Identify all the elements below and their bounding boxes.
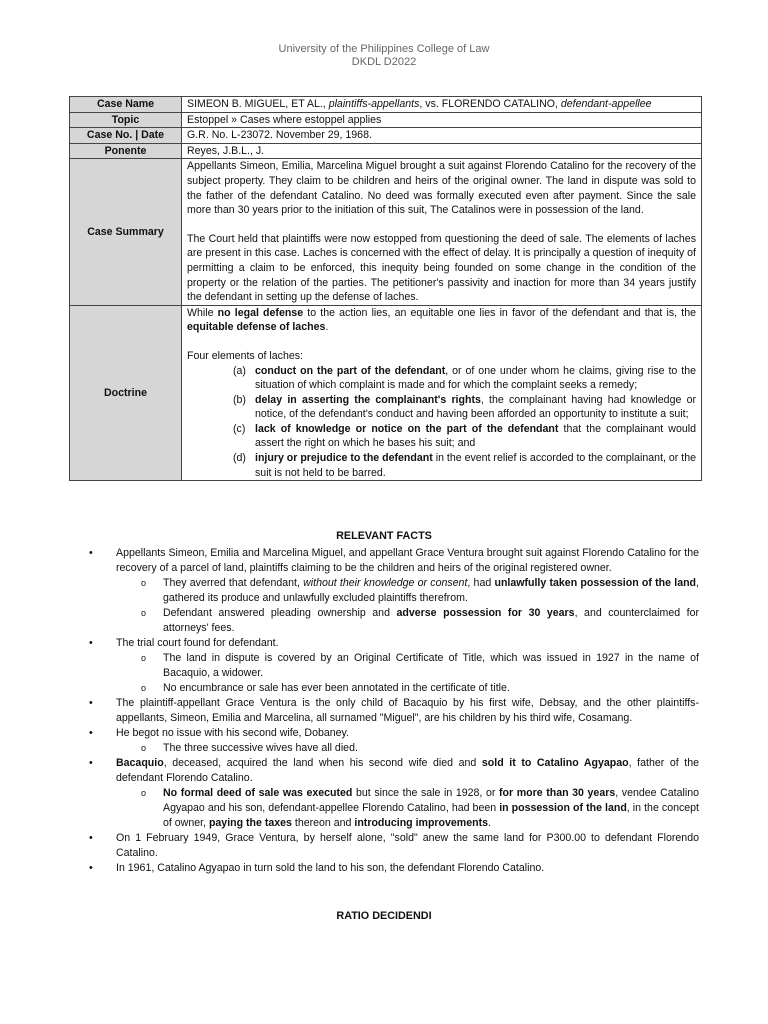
fact-item: • Appellants Simeon, Emilia and Marcelina Miguel, and appellant Grace Ventura brought suit against Florendo Catalino for the recovery of a parcel of land, plaintiffs claiming to be the children and heirs of the original registered owner. o They averred that defendant, without their knowledge or consent, had unlawfully taken possession of the land, gathered its produce and unlawfully excluded plaintiffs therefrom. o Defendant answered pleading ownership and adverse possession for 30 years, and counterclaimed for attorneys' fees.: [89, 547, 699, 634]
doctrine-intro: While no legal defense to the action lies, an equitable one lies in favor of the defendant and that is, the equitable defense of laches.: [187, 306, 697, 334]
doctrine-label: Doctrine: [70, 305, 182, 481]
case-name-label: Case Name: [70, 97, 182, 113]
fact-subitems: [116, 786, 699, 831]
fact-item: • In 1961, Catalino Agyapao in turn sold the land to his son, the defendant Florendo Catalino.: [89, 862, 545, 874]
relevant-facts-heading: RELEVANT FACTS: [336, 530, 432, 542]
row-ponente: [70, 143, 702, 159]
fact-subitems: [116, 651, 699, 696]
fact-subitem: o No encumbrance or sale has ever been annotated in the certificate of title.: [141, 682, 510, 694]
fact-subitems: [116, 576, 699, 636]
fact-item: • Bacaquio, deceased, acquired the land when his second wife died and sold it to Catalino Agyapao, father of the defendant Florendo Catalino. o No formal deed of sale was executed but since the sale in 1928, or for more than 30 years, vendee Catalino Agyapao and his son, defendant-appellee Florendo Catalino, had been in possession of the land, in the concept of owner, paying the taxes thereon and introducing improvements.: [89, 757, 699, 829]
relevant-facts-list: [89, 546, 699, 876]
row-topic: [70, 112, 702, 128]
laches-elements-list: [187, 364, 696, 481]
header-institution: University of the Philippines College of Law: [278, 43, 490, 55]
case-summary-label: Case Summary: [70, 159, 182, 305]
case-summary-value: [182, 159, 702, 305]
summary-paragraph-2: The Court held that plaintiffs were now estopped from questioning the deed of sale. The elements of laches are present in this case. Laches is concerned with the effect of delay. It is principally a question of inequity of permitting a claim to be enforced, this inequity being founded on some change in the condition of the property or the relation of the parties. The petitioner's passivity and inaction for more than 34 years justify the defendant in setting up the defense of laches.: [187, 232, 696, 304]
ponente-label: Ponente: [70, 143, 182, 159]
fact-subitem: o No formal deed of sale was executed but since the sale in 1928, or for more than 30 years, vendee Catalino Agyapao and his son, defendant-appellee Florendo Catalino, had been in possession of the land, in the concept of owner, paying the taxes thereon and introducing improvements.: [141, 787, 699, 829]
case-name-value: SIMEON B. MIGUEL, ET AL., plaintiffs-appellants, vs. FLORENDO CATALINO, defendant-appellee: [182, 97, 702, 113]
fact-subitem: o They averred that defendant, without their knowledge or consent, had unlawfully taken possession of the land, gathered its produce and unlawfully excluded plaintiffs therefrom.: [141, 577, 699, 604]
ponente-value: Reyes, J.B.L., J.: [182, 143, 702, 159]
topic-label: Topic: [70, 112, 182, 128]
elements-title: Four elements of laches:: [187, 349, 303, 362]
fact-subitem: o Defendant answered pleading ownership and adverse possession for 30 years, and counterclaimed for attorneys' fees.: [141, 607, 699, 634]
fact-item: • The trial court found for defendant. o The land in dispute is covered by an Original Certificate of Title, which was issued in 1927 in the name of Bacaquio, a widower. o No encumbrance or sale has ever been annotated in the certificate of title.: [89, 637, 699, 694]
fact-item: • He begot no issue with his second wife, Dobaney. o The three successive wives have all died.: [89, 726, 699, 756]
ratio-decidendi-heading: RATIO DECIDENDI: [336, 910, 432, 922]
case-no-value: G.R. No. L-23072. November 29, 1968.: [182, 128, 702, 144]
fact-subitems: [116, 741, 699, 756]
fact-subitem: o The three successive wives have all died.: [141, 742, 358, 754]
page-header: [0, 43, 768, 69]
case-brief-table: [69, 96, 702, 481]
topic-value: Estoppel » Cases where estoppel applies: [182, 112, 702, 128]
case-no-label: Case No. | Date: [70, 128, 182, 144]
laches-element: (d) injury or prejudice to the defendant in the event relief is accorded to the complainant, or the suit is not held to be barred.: [233, 452, 696, 479]
row-case-summary: [70, 159, 702, 305]
laches-element: (b) delay in asserting the complainant's rights, the complainant having had knowledge or notice, of the defendant's conduct and having been afforded an opportunity to institute a suit;: [233, 393, 696, 421]
laches-element: (c) lack of knowledge or notice on the part of the defendant that the complainant would assert the right on which he bases his suit; and: [233, 422, 696, 450]
summary-paragraph-1: Appellants Simeon, Emilia, Marcelina Miguel brought a suit against Florendo Catalino for the recovery of the subject property. They claim to be children and heirs of the original owner. The land in dispute was sold to the father of the defendant Catalino. No deed was formally executed even after payment. Since the sale more than 30 years prior to the initiation of this suit, The Catalinos were in possession of the land.: [187, 160, 696, 217]
fact-item: • The plaintiff-appellant Grace Ventura is the only child of Bacaquio by his first wife, Debsay, and the other plaintiffs-appellants, Simeon, Emilia and Marcelina, all surnamed "Miguel", are his children by his third wife, Cosamang.: [89, 697, 699, 724]
row-case-name: [70, 97, 702, 113]
laches-element: (a) conduct on the part of the defendant, or of one under whom he claims, giving rise to the situation of which complaint is made and for which the complaint seeks a remedy;: [233, 364, 696, 392]
doctrine-value: [182, 305, 702, 481]
row-doctrine: [70, 305, 702, 481]
header-code: DKDL D2022: [351, 56, 417, 68]
row-case-no: [70, 128, 702, 144]
fact-subitem: o The land in dispute is covered by an Original Certificate of Title, which was issued in 1927 in the name of Bacaquio, a widower.: [141, 652, 699, 679]
fact-item: • On 1 February 1949, Grace Ventura, by herself alone, "sold" anew the same land for P300.00 to defendant Florendo Catalino.: [89, 832, 699, 859]
